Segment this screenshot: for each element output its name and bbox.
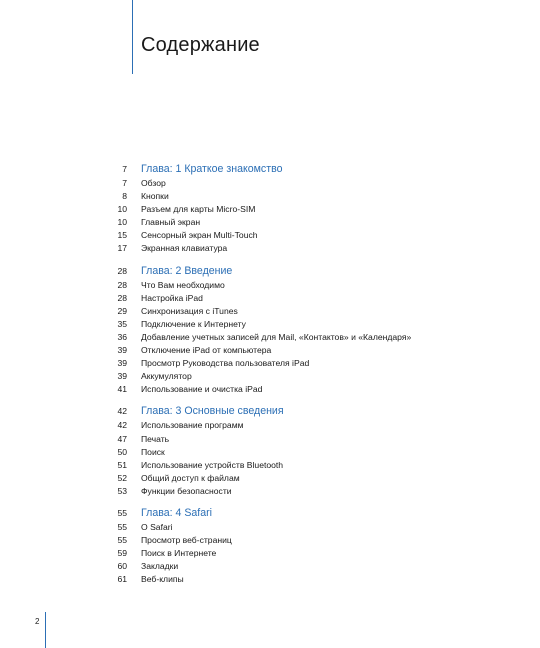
toc-chapter-title[interactable]: Глава: 2 Введение [141, 264, 233, 277]
toc-entry-text[interactable]: Просмотр Руководства пользователя iPad [141, 358, 310, 369]
toc-entry-text[interactable]: Использование устройств Bluetooth [141, 459, 284, 470]
toc-entry-text[interactable]: Обзор [141, 178, 166, 188]
toc-page-number: 39 [117, 345, 127, 356]
toc-entry[interactable] [114, 419, 514, 432]
toc-chapter-title[interactable]: Глава: 3 Основные сведения [141, 405, 284, 418]
toc-chapter-title[interactable]: Глава: 4 Safari [141, 506, 213, 519]
toc-entry[interactable] [114, 573, 514, 586]
toc-entry[interactable] [114, 521, 514, 534]
toc-page-number: 10 [117, 204, 127, 215]
toc-entry-text[interactable]: Поиск [141, 446, 165, 457]
toc-page-number: 7 [122, 164, 127, 174]
toc-entry[interactable] [114, 485, 514, 498]
toc-entry-text[interactable]: Подключение к Интернету [141, 318, 246, 329]
toc-entry[interactable] [114, 560, 514, 573]
toc-entry[interactable] [114, 305, 514, 318]
toc-page-number: 15 [117, 230, 127, 241]
toc-page-number: 61 [117, 574, 127, 585]
toc-page-number: 42 [117, 406, 127, 417]
toc-page-number: 51 [117, 459, 127, 470]
toc-page-number: 29 [117, 305, 127, 316]
page-number: 2 [35, 617, 40, 626]
toc-page-number: 59 [117, 548, 127, 559]
toc-entry-text[interactable]: Аккумулятор [141, 371, 192, 382]
toc-entry[interactable] [114, 331, 514, 344]
toc-entry-text[interactable]: О Safari [141, 521, 173, 532]
toc-entry[interactable] [114, 177, 514, 190]
toc-entry[interactable] [114, 547, 514, 560]
toc-entry[interactable] [114, 344, 514, 357]
toc-entry[interactable] [114, 357, 514, 370]
toc-entry-text[interactable]: Экранная клавиатура [141, 243, 228, 254]
toc-page-number: 55 [117, 535, 127, 546]
toc-entry[interactable] [114, 229, 514, 242]
toc-page-number: 28 [117, 279, 127, 290]
toc-entry[interactable] [114, 190, 514, 203]
toc-entry-text[interactable]: Сенсорный экран Multi-Touch [141, 230, 258, 241]
bottom-accent-rule [45, 612, 46, 648]
toc-entry-text[interactable]: Общий доступ к файлам [141, 472, 240, 483]
toc-entry-text[interactable]: Добавление учетных записей для Mail, «Контактов» и «Календаря» [141, 331, 412, 342]
toc-page-number: 7 [122, 178, 127, 188]
toc-entry[interactable] [114, 242, 514, 255]
toc-page-number: 28 [117, 292, 127, 303]
toc-chapter-heading[interactable] [114, 405, 514, 419]
toc-page-number: 10 [117, 217, 127, 228]
toc-entry[interactable] [114, 292, 514, 305]
toc-page-number: 55 [117, 507, 127, 518]
toc-entry-text[interactable]: Поиск в Интернете [141, 548, 217, 559]
toc-chapter-1 [114, 163, 514, 256]
toc-entry[interactable] [114, 433, 514, 446]
toc-page-number: 47 [117, 433, 127, 444]
toc-page-number: 39 [117, 358, 127, 369]
toc-entry-text[interactable]: Кнопки [141, 191, 169, 202]
toc-entry-text[interactable]: Закладки [141, 561, 179, 572]
toc-page-number: 42 [117, 420, 127, 431]
page-title: Содержание [141, 34, 260, 56]
toc-chapter-title[interactable]: Глава: 1 Краткое знакомство [141, 163, 283, 175]
toc-page-number: 36 [117, 331, 127, 342]
toc-entry[interactable] [114, 370, 514, 383]
toc-chapter-4 [114, 507, 514, 586]
toc-chapter-heading[interactable] [114, 507, 514, 521]
toc-entry[interactable] [114, 383, 514, 396]
table-of-contents [114, 163, 514, 595]
toc-entry[interactable] [114, 459, 514, 472]
toc-entry[interactable] [114, 203, 514, 216]
toc-entry-text[interactable]: Веб-клипы [141, 574, 184, 585]
toc-chapter-3 [114, 405, 514, 498]
toc-page-number: 35 [117, 318, 127, 329]
toc-entry[interactable] [114, 318, 514, 331]
toc-entry-text[interactable]: Просмотр веб-страниц [141, 535, 232, 546]
toc-page-number: 28 [117, 265, 127, 276]
top-accent-rule [132, 0, 133, 74]
toc-page-number: 17 [117, 243, 127, 254]
toc-entry-text[interactable]: Печать [141, 433, 170, 444]
toc-entry[interactable] [114, 279, 514, 292]
toc-entry[interactable] [114, 534, 514, 547]
toc-entry-text[interactable]: Использование и очистка iPad [141, 384, 263, 395]
toc-entry-text[interactable]: Разъем для карты Micro-SIM [141, 204, 256, 215]
toc-page-number: 60 [117, 561, 127, 572]
toc-entry-text[interactable]: Главный экран [141, 217, 201, 228]
toc-chapter-heading[interactable] [114, 265, 514, 279]
toc-entry-text[interactable]: Что Вам необходимо [141, 279, 225, 290]
toc-entry-text[interactable]: Настройка iPad [141, 292, 203, 303]
toc-page-number: 52 [117, 472, 127, 483]
toc-page-number: 39 [117, 371, 127, 382]
toc-entry-text[interactable]: Отключение iPad от компьютера [141, 345, 272, 356]
toc-page-number: 41 [117, 384, 127, 395]
toc-page-number: 55 [117, 521, 127, 532]
toc-page-number: 53 [117, 485, 127, 496]
toc-page-number: 50 [117, 446, 127, 457]
toc-entry[interactable] [114, 216, 514, 229]
toc-entry-text[interactable]: Функции безопасности [141, 485, 232, 496]
toc-chapter-2 [114, 265, 514, 397]
toc-chapter-heading[interactable] [114, 163, 514, 177]
toc-entry-text[interactable]: Синхронизация с iTunes [141, 305, 238, 316]
toc-entry[interactable] [114, 446, 514, 459]
toc-entry-text[interactable]: Использование программ [141, 420, 244, 431]
toc-entry[interactable] [114, 472, 514, 485]
toc-page-number: 8 [122, 191, 127, 202]
